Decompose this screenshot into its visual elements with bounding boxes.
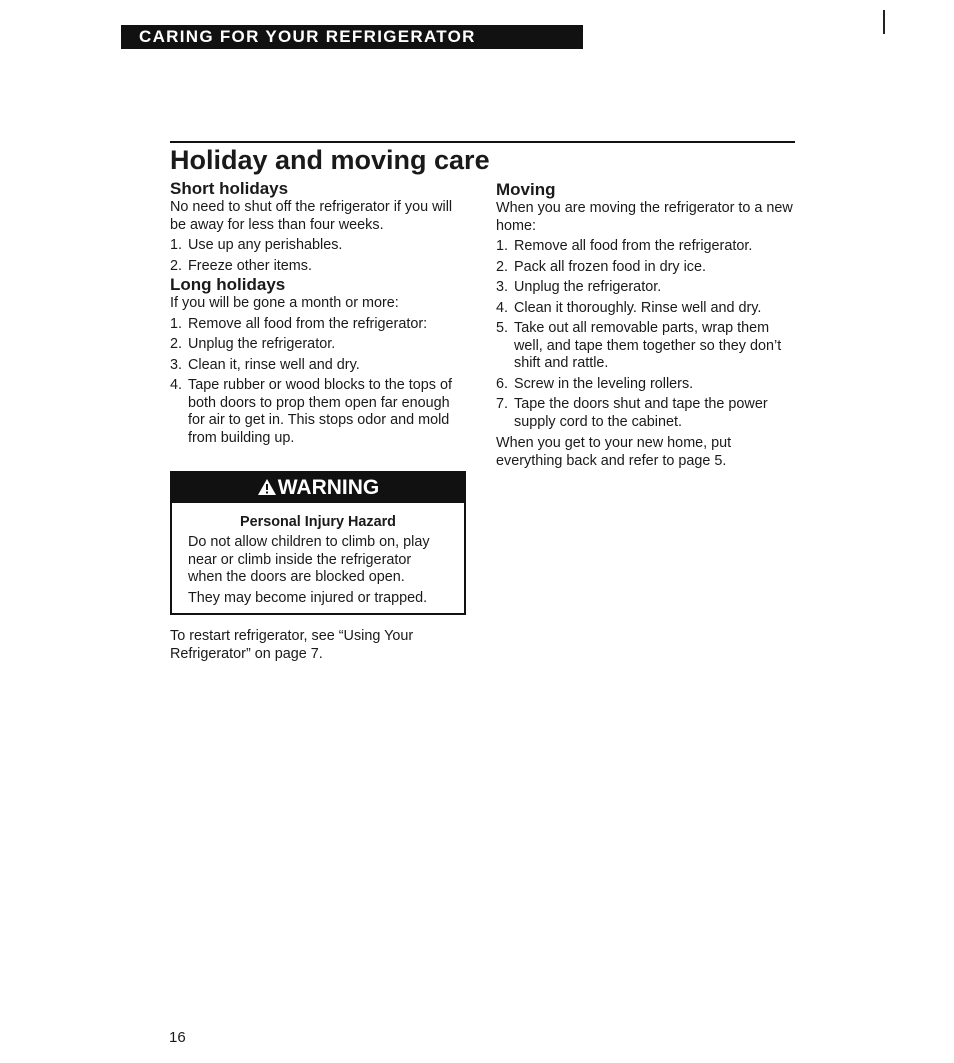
list-item [170, 258, 470, 276]
long-holidays-intro: If you will be gone a month or more: [170, 295, 399, 311]
short-holidays-intro: No need to shut off the refrigerator if you will be away for less than four weeks. [170, 199, 453, 233]
short-holidays-heading: Short holidays [170, 179, 289, 198]
list-item [496, 238, 796, 256]
step-text: Clean it thoroughly. Rinse well and dry. [514, 299, 762, 316]
list-item [170, 357, 470, 375]
step-text: Use up any perishables. [188, 237, 343, 253]
list-item [496, 376, 796, 394]
page-title: Holiday and moving care [170, 145, 490, 175]
warning-box [170, 471, 466, 615]
page-edge-mark [883, 10, 885, 34]
step-text: Screw in the leveling rollers. [514, 375, 694, 392]
list-item [496, 259, 796, 277]
warning-label: WARNING [277, 476, 380, 499]
step-number: 3. [496, 279, 509, 295]
step-number: 1. [496, 238, 509, 254]
list-item [496, 279, 796, 297]
warning-body [172, 503, 464, 607]
warning-header [172, 473, 464, 503]
step-text: Tape the doors shut and tape the power supply cord to the cabinet. [514, 396, 768, 430]
right-column [496, 180, 796, 470]
moving-list [496, 238, 796, 431]
step-number: 2. [496, 258, 509, 275]
left-column [170, 179, 470, 447]
long-holidays-list [170, 316, 470, 448]
long-holidays-heading: Long holidays [170, 275, 286, 294]
step-text: Unplug the refrigerator. [514, 279, 662, 295]
step-number: 4. [496, 299, 509, 316]
page-number: 16 [169, 1029, 186, 1046]
list-item [170, 377, 470, 447]
list-item [496, 396, 796, 431]
list-item [170, 237, 470, 255]
step-text: Unplug the refrigerator. [188, 336, 336, 352]
list-item [170, 316, 470, 334]
step-number: 1. [170, 237, 183, 253]
step-number: 2. [170, 257, 183, 274]
step-text: Tape rubber or wood blocks to the tops of both doors to prop them open far enough for air to get in. This stops odor and mold from building up. [188, 377, 452, 446]
section-banner: CARING FOR YOUR REFRIGERATOR [121, 25, 583, 49]
step-number: 7. [496, 396, 509, 412]
step-text: Freeze other items. [188, 257, 312, 274]
step-number: 3. [170, 356, 183, 373]
step-text: Pack all frozen food in dry ice. [514, 258, 706, 275]
moving-outro: When you get to your new home, put everything back and refer to page 5. [496, 435, 732, 469]
step-number: 6. [496, 375, 509, 392]
list-item [496, 320, 796, 373]
step-text: Remove all food from the refrigerator. [514, 238, 753, 254]
step-text: Remove all food from the refrigerator: [188, 315, 428, 332]
step-number: 4. [170, 377, 183, 393]
short-holidays-list [170, 237, 470, 275]
warning-text: They may become injured or trapped. [188, 589, 428, 606]
warning-subtitle: Personal Injury Hazard [240, 514, 396, 530]
list-item [496, 300, 796, 318]
moving-intro: When you are moving the refrigerator to a new home: [496, 200, 793, 234]
restart-note: To restart refrigerator, see “Using Your Refrigerator” on page 7. [170, 628, 414, 662]
step-text: Clean it, rinse well and dry. [188, 356, 360, 373]
warning-triangle-icon [257, 475, 277, 505]
step-number: 5. [496, 320, 509, 336]
moving-heading: Moving [496, 180, 556, 199]
step-number: 2. [170, 336, 183, 352]
warning-text: Do not allow children to climb on, play near or climb inside the refrigerator when the doors are blocked open. [188, 534, 430, 585]
step-number: 1. [170, 315, 183, 332]
step-text: Take out all removable parts, wrap them well, and tape them together so they don’t shift and rattle. [514, 320, 782, 371]
list-item [170, 336, 470, 354]
